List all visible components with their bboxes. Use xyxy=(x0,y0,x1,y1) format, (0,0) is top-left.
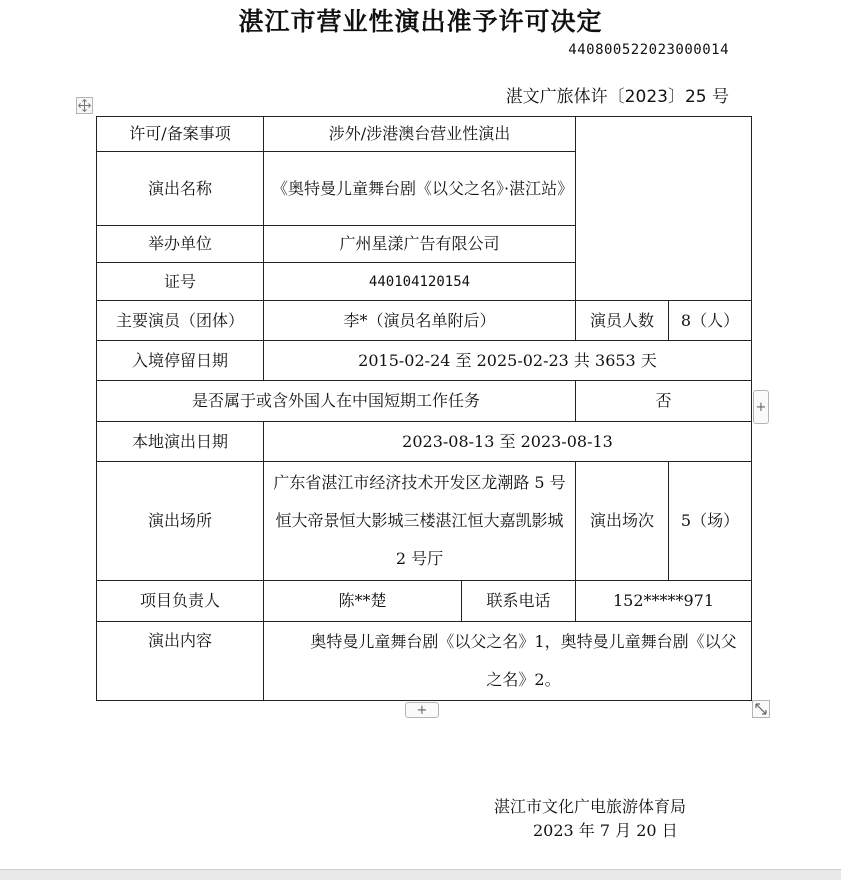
document-title: 湛江市营业性演出准予许可决定 xyxy=(238,7,603,36)
table-resize-handle[interactable] xyxy=(752,700,770,718)
phone-value: 152*****971 xyxy=(576,581,751,622)
issue-date: 2023 年 7 月 20 日 xyxy=(533,821,678,840)
manager-value: 陈**楚 xyxy=(264,581,462,622)
content-value: 奥特曼儿童舞台剧《以父之名》1，奥特曼儿童舞台剧《以父之名》2。 xyxy=(310,632,737,689)
license-label: 证号 xyxy=(97,263,264,301)
resize-icon xyxy=(755,703,767,715)
sessions-value: 5（场） xyxy=(669,462,751,581)
performer-count-label: 演员人数 xyxy=(576,301,669,341)
content-label: 演出内容 xyxy=(97,622,264,700)
foreign-value: 否 xyxy=(576,381,751,422)
permit-item-label: 许可/备案事项 xyxy=(97,117,264,152)
permit-table xyxy=(96,116,752,701)
manager-label: 项目负责人 xyxy=(97,581,264,622)
show-name-label: 演出名称 xyxy=(97,152,264,226)
stay-value: 2015-02-24 至 2025-02-23 共 3653 天 xyxy=(264,341,751,381)
document-reference: 湛文广旅体许〔2023〕25 号 xyxy=(505,87,729,107)
local-date-label: 本地演出日期 xyxy=(97,422,264,462)
document-number: 440800522023000014 xyxy=(568,42,729,58)
performer-count-value: 8（人） xyxy=(669,301,751,341)
sessions-label: 演出场次 xyxy=(576,462,669,581)
issuing-organization: 湛江市文化广电旅游体育局 xyxy=(494,797,687,816)
performers-value: 李*（演员名单附后） xyxy=(264,301,576,341)
license-value: 440104120154 xyxy=(264,263,576,301)
add-column-button[interactable]: + xyxy=(753,390,769,424)
organizer-label: 举办单位 xyxy=(97,226,264,263)
table-move-handle[interactable] xyxy=(76,97,93,114)
move-icon xyxy=(78,99,91,112)
status-bar xyxy=(0,869,841,880)
performers-label: 主要演员（团体） xyxy=(97,301,264,341)
phone-label: 联系电话 xyxy=(462,581,576,622)
stay-label: 入境停留日期 xyxy=(97,341,264,381)
blank-cell xyxy=(576,117,751,301)
venue-label: 演出场所 xyxy=(97,462,264,581)
foreign-label: 是否属于或含外国人在中国短期工作任务 xyxy=(97,381,576,422)
venue-value: 广东省湛江市经济技术开发区龙潮路 5 号恒大帝景恒大影城三楼湛江恒大嘉凯影城 2 号厅 xyxy=(264,462,576,581)
local-date-value: 2023-08-13 至 2023-08-13 xyxy=(264,422,751,462)
add-row-button[interactable]: + xyxy=(405,702,439,718)
organizer-value: 广州星漾广告有限公司 xyxy=(264,226,576,263)
permit-item-value: 涉外/涉港澳台营业性演出 xyxy=(264,117,576,152)
show-name-value: 《奥特曼儿童舞台剧《以父之名》·湛江站》 xyxy=(264,152,576,226)
